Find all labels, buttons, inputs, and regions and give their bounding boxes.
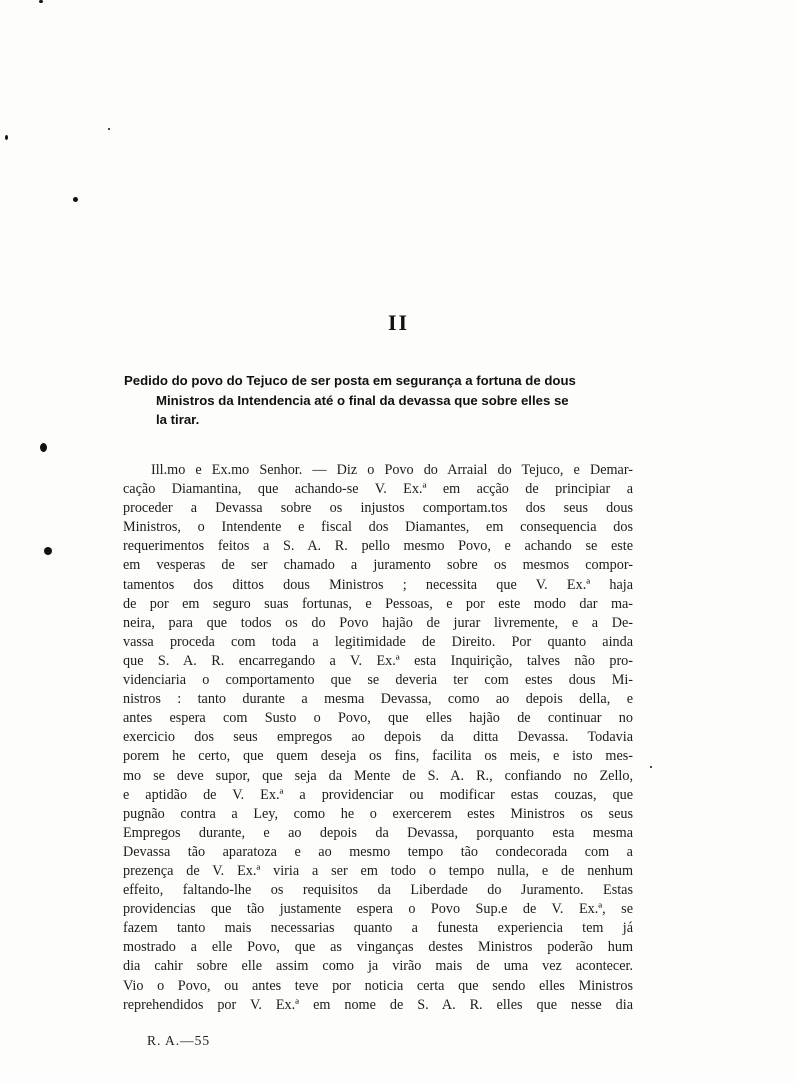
text-line: cação Diamantina, que achando-se V. Ex.ª em acção de principiar a	[123, 481, 633, 498]
text-line: proceder a Devassa sobre os injustos comportam.tos dos seus dous	[123, 500, 633, 517]
text-line: e aptidão de V. Ex.ª a providenciar ou modificar estas couzas, que	[123, 786, 633, 803]
text-line: neira, para que todos os do Povo hajão de jurar livremente, e a De-	[123, 614, 633, 631]
text-line: Vio o Povo, ou antes teve por noticia certa que sendo elles Ministros	[123, 977, 633, 994]
body-paragraph	[123, 461, 633, 1015]
text-line: nistros : tanto durante a mesma Devassa, como ao depois della, e	[123, 691, 633, 708]
chapter-number: II	[387, 310, 410, 335]
text-line: vassa proceda com toda a legitimidade de Direito. Por quanto ainda	[123, 633, 633, 650]
text-line: requerimentos feitos a S. A. R. pello mesmo Povo, e achando se este	[123, 538, 633, 555]
text-line: mo se deve supor, que seja da Mente de S. A. R., confiando no Zello,	[123, 767, 633, 784]
text-line: que S. A. R. encarregando a V. Ex.ª esta Inquirição, talves não pro-	[123, 652, 633, 669]
ink-speck	[39, 0, 43, 3]
ink-speck	[40, 443, 47, 452]
text-line: de por em seguro suas fortunas, e Pessoas, e por este modo dar ma-	[123, 595, 633, 612]
ink-speck	[44, 547, 52, 555]
text-line: providencias que tão justamente espera o Povo Sup.e de V. Ex.ª, se	[123, 901, 633, 918]
document-heading	[124, 371, 636, 430]
heading-line: Ministros da Intendencia até o final da devassa que sobre elles se	[156, 392, 569, 408]
text-line: Devassa tão aparatoza e ao mesmo tempo tão condecorada com a	[123, 843, 633, 860]
text-line: fazem tanto mais necessarias quanto a funesta experiencia tem já	[123, 920, 633, 937]
text-line: dia cahir sobre elle assim como ja virão mais de uma vez acontecer.	[123, 958, 633, 975]
heading-line: la tirar.	[156, 412, 200, 427]
text-line: videnciaria o comportamento que se deveria ter com estes dous Mi-	[123, 672, 633, 689]
text-line: antes espera com Susto o Povo, que elles hajão de continuar no	[123, 710, 633, 727]
ink-speck	[5, 135, 8, 140]
text-line: prezença de V. Ex.ª viria a ser em todo o tempo nulla, e de nenhum	[123, 862, 633, 879]
footer-signature: R. A.—55	[147, 1033, 211, 1048]
ink-speck	[650, 766, 652, 768]
text-line: em vesperas de ser chamado a juramento sobre os mesmos compor-	[123, 557, 633, 574]
text-line: Ill.mo e Ex.mo Senhor. — Diz o Povo do Arraial do Tejuco, e Demar-	[151, 462, 633, 478]
text-line: exercicio dos seus empregos ao depois da ditta Devassa. Todavia	[123, 729, 633, 746]
heading-line: Pedido do povo do Tejuco de ser posta em segurança a fortuna de dous	[124, 373, 576, 388]
text-line: tamentos dos dittos dous Ministros ; necessita que V. Ex.ª haja	[123, 576, 633, 593]
text-line: mostrado a elle Povo, que as vinganças destes Ministros poderão hum	[123, 939, 633, 956]
text-line: pugnão contra a Ley, como he o exercerem estes Ministros os seus	[123, 805, 633, 822]
text-line: Empregos durante, e ao depois da Devassa, porquanto esta mesma	[123, 824, 633, 841]
text-line: effeito, faltando-lhe os requisitos da Liberdade do Juramento. Estas	[123, 882, 633, 899]
ink-speck	[73, 197, 78, 202]
ink-speck	[108, 128, 110, 130]
text-line: reprehendidos por V. Ex.ª em nome de S. A. R. elles que nesse dia	[123, 996, 633, 1013]
text-line: porem he certo, que quem deseja os fins, facilita os meis, e isto mes-	[123, 748, 633, 765]
text-line: Ministros, o Intendente e fiscal dos Diamantes, em consequencia dos	[123, 519, 633, 536]
